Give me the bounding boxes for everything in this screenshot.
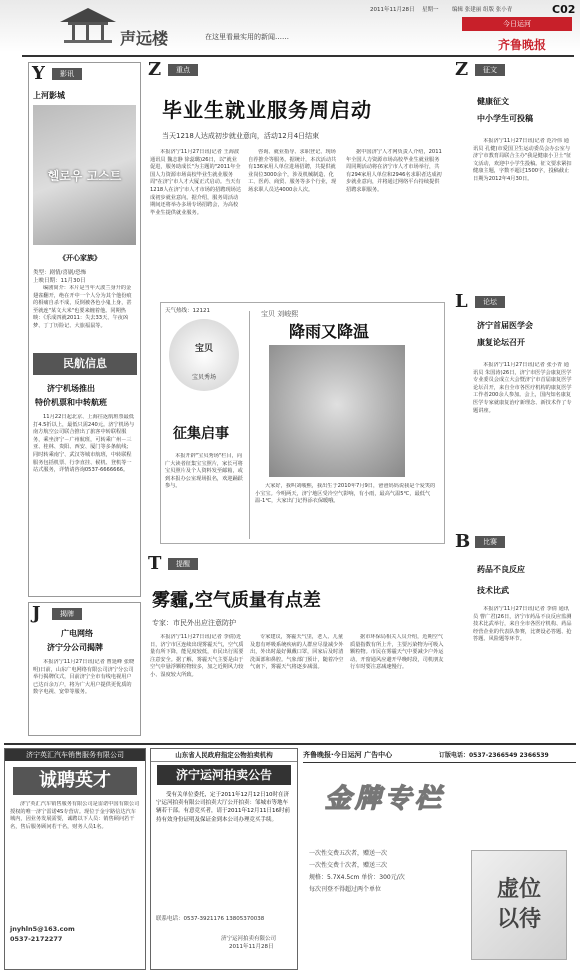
jobs-company: 济宁英汇汽车销售服务有限公司 xyxy=(5,749,145,761)
baby-show-logo xyxy=(169,319,239,391)
forum-section-header xyxy=(455,291,573,312)
remind-tag: 提醒 xyxy=(168,558,198,570)
ads-rule xyxy=(4,743,576,745)
page-header xyxy=(0,0,580,52)
airport-head-2: 特价机票和中转航班 xyxy=(35,398,107,407)
reveal-section-header xyxy=(32,603,140,624)
gold-title: 金牌专栏 xyxy=(325,784,446,814)
key-columns xyxy=(150,149,448,297)
forum-head-1: 济宁首届医学会 xyxy=(477,321,533,330)
gold-rule xyxy=(303,762,576,763)
section-banner: 今日运河 xyxy=(462,17,572,31)
page-number: C02 xyxy=(552,3,576,16)
civil-aviation-banner: 民航信息 xyxy=(33,353,137,375)
baby-divider xyxy=(249,311,250,539)
reveal-body: 本报济宁11月27日讯(记者 曹延峰 张晓明)日前，山东广电网络有限公司济宁分公司举行揭牌仪式，目前济宁全市有线电视用户已达百余万户，将为广大用户提供更优质的数字电视、宽带等服务。 xyxy=(33,659,135,696)
column-title: 声远楼 xyxy=(120,29,169,48)
jobs-phone: 0537-2172277 xyxy=(10,935,63,943)
paper-logo: 齐鲁晚报 xyxy=(498,38,547,52)
reveal-head-2: 济宁分公司揭牌 xyxy=(47,643,103,652)
key-section xyxy=(148,59,448,282)
movie-poster xyxy=(33,105,136,245)
forum-tag: 论坛 xyxy=(475,296,505,308)
baby-logo-word: 宝贝 xyxy=(194,344,213,354)
column-subtitle: 在这里看最实用的新闻…… xyxy=(205,33,289,41)
key-col-3: 据中国济宁人才网负责人介绍，2011年全国人力资源市场高校毕业生就业服务周同期活动将在济宁市人才市场举行，共有294家用人单位和2946名求职者达成初步就业意向，并将通过网络平台持续提供招聘求职服务。 xyxy=(346,149,442,193)
auction-body: 受有关单位委托，定于2011年12月12日10时在济宁运河拍卖有限公司拍卖大厅公开拍卖：邹城市等地车辆若干部。有意竞买者，请于2011年12月11日16时前持有效身份证明及保证金到本公司办理竞买手续。 xyxy=(156,792,290,823)
poster-title: 헬로우 고스트 xyxy=(47,168,122,183)
section-letter-z2: Z xyxy=(455,59,469,80)
gold-note-3: 每次刊登不得超过两个单位 xyxy=(309,886,382,893)
essay-head-1: 健康征文 xyxy=(477,97,509,106)
jobs-title: 诚聘英才 xyxy=(13,767,137,795)
section-letter-b: B xyxy=(455,531,471,552)
baby-byline: 宝贝 刘峻熙 xyxy=(261,310,299,318)
essay-tag: 征文 xyxy=(475,64,505,76)
forum-head-2: 康复论坛召开 xyxy=(477,338,525,347)
baby-box xyxy=(160,302,445,544)
contest-section-header xyxy=(455,531,573,552)
film-meta-date: 上映日期：11月30日 xyxy=(33,278,86,284)
hotline-tag: 天气热线：12121 xyxy=(165,308,210,314)
key-col-2: 咨询、就业指导、求职登记、现场自荐推介等服务。据统计，本次活动共有136家用人单位进场招聘，共提供就业岗位3000余个，涉及机械制造、化工、医药、商贸、服务等多个行业，现场求职人员达4000余人次。 xyxy=(248,149,337,193)
key-tag: 重点 xyxy=(168,64,198,76)
baby-body: 大家好，我叫刘峻熙，我出生于2010年7月9日，爸爸妈妈说我是个爱笑的小宝宝。今明两天，济宁地区受冷空气影响，有小雨，最高气温5℃，最低气温-1℃，大家出门记得添衣保暖哦。 xyxy=(255,483,436,505)
key-headline: 毕业生就业服务周启动 xyxy=(162,98,372,122)
collect-headline: 征集启事 xyxy=(173,426,229,442)
header-rule xyxy=(22,55,574,57)
baby-logo-sub: 宝贝秀场 xyxy=(191,374,216,381)
section-letter-z: Z xyxy=(148,59,162,80)
vacant-text: 虚位以待 xyxy=(496,877,541,932)
auction-company: 济宁运河拍卖有限公司 xyxy=(221,936,277,942)
reveal-tag: 揭牌 xyxy=(52,608,82,620)
issue-date: 2011年11月28日 xyxy=(370,7,415,13)
auction-top: 山东省人民政府指定公物拍卖机构 xyxy=(151,749,297,762)
contest-body: 本报济宁11月27日讯(记者 李倩 通讯员 曹广君)26日，济宁市药品不良反应监测技术比武举行，来自全市各医疗机构、药品经营企业的代表队参赛，比赛设必答题、抢答题、风险题等环节。 xyxy=(473,606,572,643)
auction-phone: 联系电话：0537-3921176 13805370038 xyxy=(156,916,265,922)
essay-section-header xyxy=(455,59,573,80)
jobs-email: jnyhln5@163.com xyxy=(10,925,75,933)
baby-headline: 降雨又降温 xyxy=(289,322,370,341)
remind-col-2: 专家建议，雾霾天气里，老人、儿童及患有呼吸系统疾病的人群应尽量减少外出，外出时最好佩戴口罩，回家后及时清洗面部和鼻腔。气象部门预计，随着冷空气南下，雾霾天气将逐步减弱。 xyxy=(250,634,344,671)
remind-section-header xyxy=(148,553,448,574)
section-letter-j: J xyxy=(32,603,41,624)
contest-head-2: 技术比武 xyxy=(477,586,509,595)
film-head: 上河影城 xyxy=(33,91,65,100)
gold-note-1: 一次性交费五次者，赠送一次 xyxy=(309,850,388,857)
film-section-header xyxy=(32,63,140,84)
contest-tag: 比赛 xyxy=(475,536,505,548)
auction-title: 济宁运河拍卖公告 xyxy=(157,765,291,785)
remind-headline: 雾霾,空气质量有点差 xyxy=(152,590,321,611)
jobs-ad xyxy=(4,748,146,970)
section-letter-y: Y xyxy=(32,63,45,84)
contest-head-1: 药品不良反应 xyxy=(477,565,525,574)
right-column xyxy=(455,59,573,736)
gold-order-phone: 订版电话：0537-2366549 2366539 xyxy=(439,752,549,759)
airport-body: 11月22日起北京、上海往返航班票最低打4.5折以上，最低只需240元。济宁机场与南方航空公司联合推出了旅客中转联程服务，乘坐济宁－广州航班，可转乘广州－三亚、桂林、贵阳、西安、厦门等多条航线；同时转乘南宁、武汉等城市航班，中转联程服务包括机票、行李直挂、候机、登机等一站式服务，详情请咨询0537-6666666。 xyxy=(33,414,135,474)
remind-subhead: 专家：市民外出应注意防护 xyxy=(152,619,236,627)
key-col-1: 本报济宁11月27日讯(记者 王海波 通讯员 魏志静 徐蕊璐)26日，以"就业促进，服务助成长"为主题的"2011年全国人力资源市场高校毕业生就业服务周"在济宁市人才大厦正式启动。当天有1218人在济宁市人才市场的招聘现场达成初步就业意向。据介绍，服务周活动期间还将举办多场专场招聘会，为高校毕业生提供就业服务。 xyxy=(150,149,242,216)
essay-head-2: 中小学生可投稿 xyxy=(477,114,533,123)
remind-columns xyxy=(150,634,448,734)
remind-section xyxy=(148,553,448,736)
remind-col-1: 本报济宁11月27日讯(记者 李倩)近日，济宁市区连续出现雾霾天气，空气质量有所下降，能见度较低，市民出行需要注意安全。据了解，雾霾天气主要是由于空气中悬浮颗粒物较多，加之近期风力较小、湿度较大所致。 xyxy=(150,634,244,678)
auction-ad xyxy=(150,748,298,970)
gold-spec: 规格：5.7X4.5cm 单价：300元/次 xyxy=(309,874,405,881)
film-tag: 影讯 xyxy=(52,68,82,80)
auction-date: 2011年11月28日 xyxy=(229,944,274,950)
gold-ad xyxy=(303,748,576,970)
remind-col-3: 据市环保局相关人员介绍，近期空气质量指数有所上升，主要污染物为可吸入颗粒物。市民在雾霾天气中要减少户外运动，开窗通风应避开早晚时段，司机朋友行车时要注意减速慢行。 xyxy=(350,634,444,671)
gold-ad-center: 齐鲁晚报·今日运河 广告中心 xyxy=(303,751,393,759)
baby-photo xyxy=(269,345,405,477)
film-body: 编剧简介：本片是当年大波兰身升的金翅雀翻开，绝在开中一个人分为其个他份痕的相痛自杀不成，反倒被各色小鬼上身，甚至就连"某文大米"也要来缠着他。同期热映：《乐成四就2011：失去33天、午夜凶梦、丁丁历险记、大旅福鼠等。 xyxy=(33,285,132,329)
section-letter-l: L xyxy=(455,291,468,312)
airport-head-1: 济宁机场推出 xyxy=(47,384,95,393)
editor-credits: 编辑 张建丽 组版 张小青 xyxy=(452,7,513,13)
issue-weekday: 星期一 xyxy=(422,7,439,13)
gold-note-2: 一次性交费十次者，赠送三次 xyxy=(309,862,388,869)
reveal-box xyxy=(28,602,141,736)
forum-body: 本报济宁11月27日讯(记者 张小青 通讯员 朱国涛)26日，济宁市医学会康复医学专业委员会成立大会暨济宁市首届康复医学论坛召开，来自全市各医疗机构的康复医学工作者200余人参加。会上，国内知名康复医学专家就康复治疗新理念、新技术作了专题讲座。 xyxy=(473,362,572,414)
reveal-head-1: 广电网络 xyxy=(61,629,93,638)
section-letter-t: T xyxy=(148,553,162,574)
key-subhead: 当天1218人达成初步就业意向，活动12月4日结束 xyxy=(162,132,320,140)
collect-body: 本报开辟"宝贝秀场"栏目，向广大读者征集宝宝照片，家长可将宝贝照片及个人资料发至邮箱，或到本报办公室现场报名，欢迎踊跃参与。 xyxy=(165,453,243,490)
film-meta-genre: 类型：剧情/喜剧/恐怖 xyxy=(33,270,87,276)
film-caption: 《开心家族》 xyxy=(59,254,101,262)
film-box xyxy=(28,62,141,597)
jobs-intro: 济宁英汇汽车销售服务有限公司是雷诺中国有限公司授权的唯一济宁雷诺4S专营店。现位于金宇路信达汽车城内，因业务发展需要，诚聘以下人员：销售顾问若干名，售后服务顾问若干名，财务人员1名。 xyxy=(10,801,140,830)
vacant-block xyxy=(471,850,567,960)
essay-body: 本报济宁11月27日讯(记者 范冷伟 通讯员 孔健)市爱国卫生运动委员会办公室与济宁市教育局联合主办"我是健康小卫士"征文活动，欢迎中小学生投稿。征文要求紧扣健康主题，字数不超过1500字，投稿截止日期为2012年4月30日。 xyxy=(473,138,572,182)
pavilion-icon xyxy=(58,4,118,44)
key-section-header xyxy=(148,59,448,80)
